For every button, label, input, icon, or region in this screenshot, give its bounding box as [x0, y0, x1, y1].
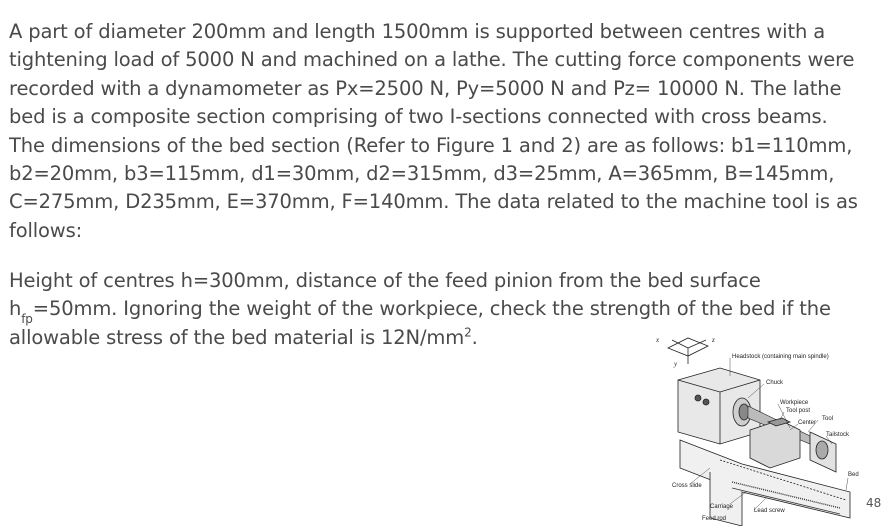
tailstock-shape: [810, 432, 836, 472]
text-segment: .: [471, 325, 478, 349]
text-line: b2=20mm, b3=115mm, d1=30mm, d2=315mm, d3=25mm, A=365mm, B=145mm,: [9, 162, 835, 186]
label-chuck: Chuck: [766, 380, 784, 386]
label-tool-post: Tool post: [786, 408, 811, 414]
text-line: bed is a composite section comprising of two I-sections connected with cross beams.: [9, 105, 828, 129]
axis-x-label: x: [656, 336, 660, 344]
lathe-figure: [650, 332, 860, 526]
text-segment: =50mm. Ignoring the weight of the workpiece, check the strength of the bed if the: [32, 297, 831, 321]
axis-y-label: y: [674, 360, 678, 368]
symbol-h: h: [9, 297, 22, 321]
label-tool: Tool: [822, 416, 834, 422]
problem-paragraph-1: [9, 18, 875, 245]
label-workpiece: Workpiece: [780, 400, 809, 406]
text-line: recorded with a dynamometer as Px=2500 N, Py=5000 N and Pz= 10000 N. The lathe: [9, 76, 842, 100]
page-number: 48: [866, 496, 882, 510]
text-line: follows:: [9, 218, 83, 242]
text-segment: allowable stress of the bed material is 12N/mm: [9, 325, 465, 349]
subscript-fp: fp: [21, 312, 33, 327]
axis-z-label: z: [712, 336, 715, 344]
text-line: A part of diameter 200mm and length 1500mm is supported between centres with a: [9, 20, 826, 43]
superscript-2: 2: [464, 325, 472, 340]
label-carriage: Carriage: [710, 504, 734, 510]
text-line: tightening load of 5000 N and machined on a lathe. The cutting force components were: [9, 48, 855, 72]
text-line: Height of centres h=300mm, distance of the feed pinion from the bed surface: [9, 269, 761, 292]
label-cross-slide: Cross slide: [672, 483, 702, 489]
label-feed-rod: Feed rod: [702, 516, 727, 522]
text-line: C=275mm, D235mm, E=370mm, F=140mm. The data related to the machine tool is as: [9, 190, 858, 214]
label-bed: Bed: [848, 472, 859, 478]
text-line: [9, 295, 875, 327]
label-headstock: Headstock (containing main spindle): [732, 354, 829, 360]
text-line: The dimensions of the bed section (Refer to Figure 1 and 2) are as follows: b1=110mm,: [9, 133, 853, 157]
label-tailstock: Tailstock: [826, 432, 850, 438]
label-center: Center: [798, 420, 817, 426]
label-lead-screw: Lead screw: [754, 508, 785, 514]
